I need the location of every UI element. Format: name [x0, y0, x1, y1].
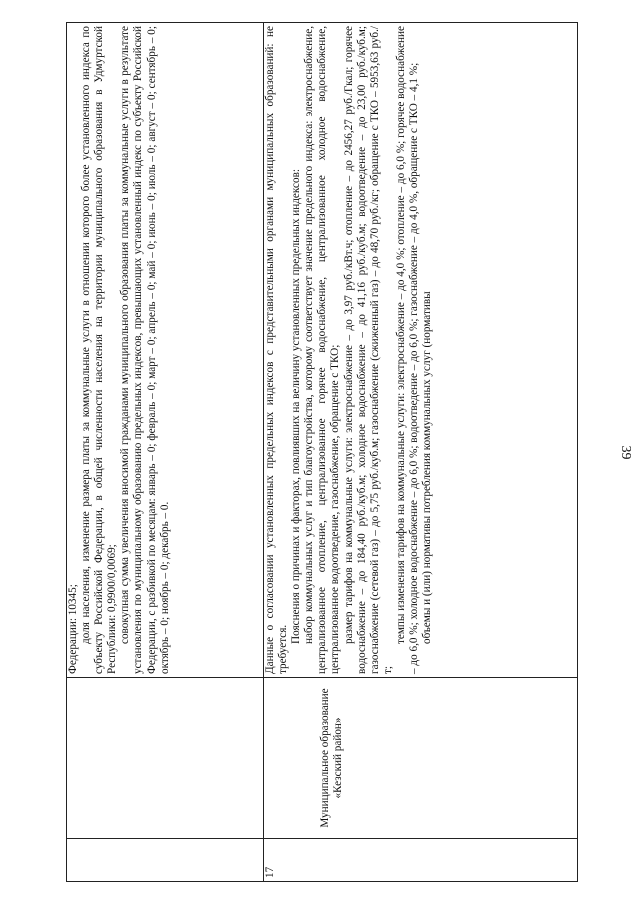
- paragraph: Федерации: 10345;: [67, 584, 79, 674]
- municipality-cell: [264, 678, 578, 839]
- municipality-cell: [67, 678, 264, 839]
- paragraph: доля населения, изменение размера платы за коммунальные услуги в отношении которого более установленного индекса по субъекту Российской Федерации, в общей численности населения на территории муниципального образования в Удмуртской Республики: 0,9900/0,0069;: [80, 26, 119, 674]
- row-number-cell: 17: [264, 839, 578, 882]
- municipality-name: Муниципальное образование «Кезский район»: [319, 688, 345, 828]
- paragraph: темпы изменения тарифов на коммунальные услуги: электроснабжение – до 4,0 %; отопление – до 6,0 %; горячее водоснабжение – до 6,0 %; холодное водоснабжение – до 6,0 %; водоотведение – до 6,0 %; газоснабжение – до 4,0 %, обращение с ТКО – 4,1 %;: [394, 26, 421, 674]
- paragraph: Данные о согласовании установленных предельных индексов с представительными органами муниципальных образований: не требуется.: [264, 26, 290, 674]
- paragraph: размер тарифов на коммунальные услуги: электроснабжение – до 3,97 руб./кВт.ч; отопление – до 2456,27 руб./Гкал; горячее водоснабжение – до 184,40 руб./куб.м; холодное водоснабжение – до 41,16 руб./куб.м; водоотведение – до 23,00 руб./куб.м; газоснабжение (сетевой газ) – до 5,75 руб./куб.м; газоснабжение (сжиженный газ) – до 48,70 руб./кг; обращение с ТКО – 5953,63 руб./т;: [342, 26, 394, 674]
- details-cell: [264, 23, 578, 678]
- paragraph: объемы и (или) нормативы потребления коммунальных услуг (нормативы: [421, 291, 434, 644]
- table-row: [264, 23, 578, 882]
- details-cell: [67, 23, 264, 678]
- paragraph: совокупная сумма увеличения вносимой гражданами муниципального образования платы за коммунальные услуги в результате установления по муниципальному образованию предельных индексов, превышающих установленный индекс по субъекту Российской Федерации, с разбивкой по месяцам: январь – 0; февраль – 0; март – 0; апрель – 0; май – 0; июнь – 0; июль – 0; август – 0; сентябрь – 0; октябрь – 0; ноябрь – 0; декабрь – 0.: [119, 26, 171, 674]
- page-number: 39: [618, 445, 633, 460]
- index-table: [66, 22, 578, 882]
- paragraph: набор коммунальных услуг и тип благоустройства, которому соответствует значение предельного индекса: электроснабжение, централизованное отопление, централизованное горячее водоснабжение, централизованное холодное водоснабжение, централизованное водоотведение, газоснабжение, обращение с ТКО;: [303, 26, 342, 674]
- paragraph: Пояснения о причинах и факторах, повлиявших на величину установленных предельных индексов:: [290, 169, 303, 644]
- row-number-cell: [67, 839, 264, 882]
- rotated-table-container: [66, 22, 578, 882]
- table-row: [67, 23, 264, 882]
